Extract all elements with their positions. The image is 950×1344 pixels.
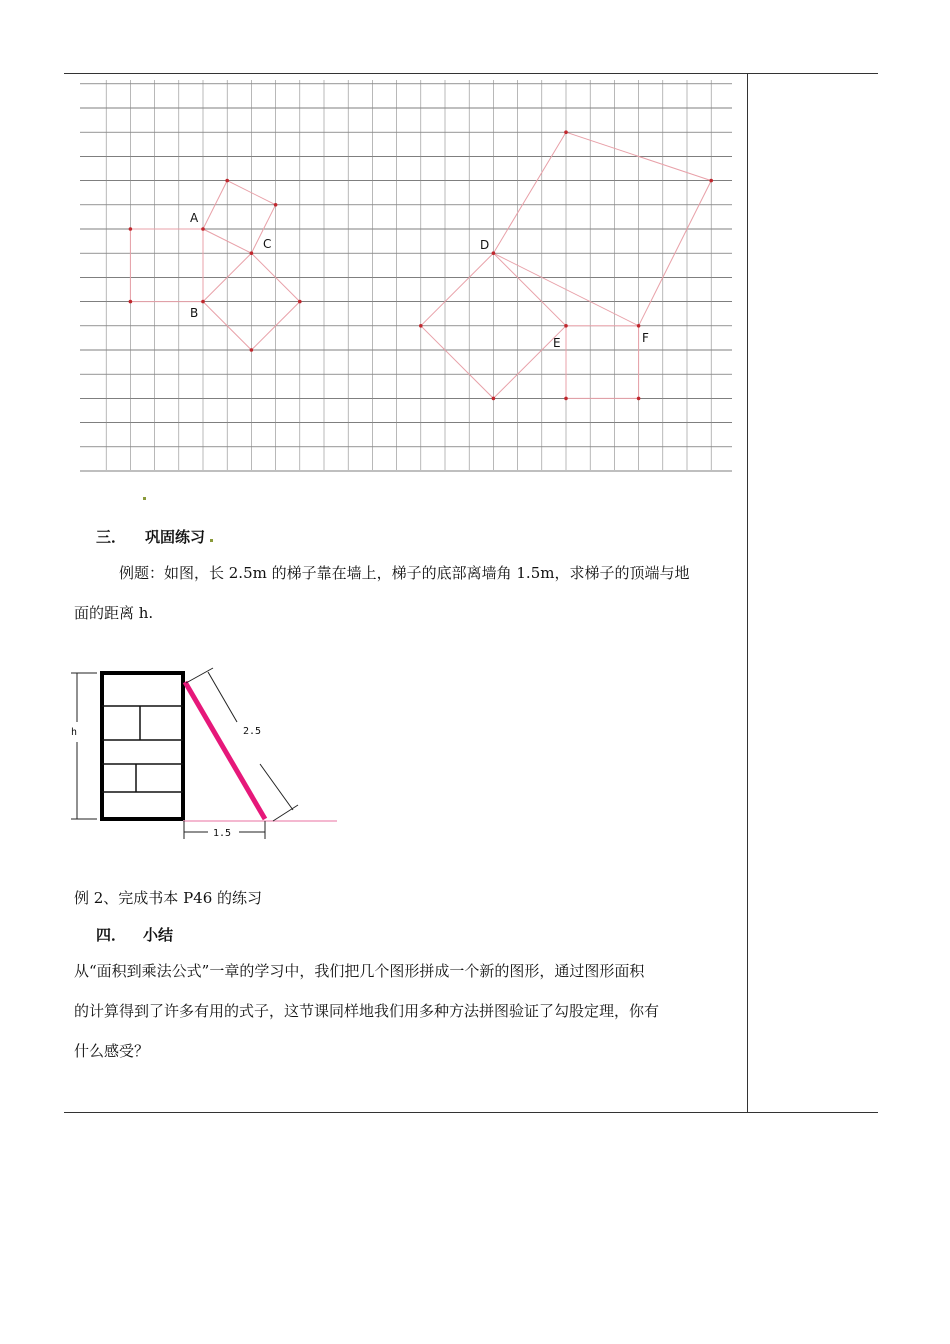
table-column-divider [747, 73, 748, 1113]
wall [102, 673, 183, 819]
figure-point [637, 397, 641, 401]
figure-segment [493, 132, 566, 253]
figure-segment [421, 326, 494, 399]
label-C: C [263, 237, 272, 251]
figure-point [492, 251, 496, 255]
figure-point [564, 130, 568, 134]
ladder-label: 2.5 [243, 726, 262, 737]
example1-line2: 面的距离 h. [74, 604, 154, 622]
ladder [185, 682, 265, 819]
ladder-dim-line-upper [208, 672, 237, 722]
figure-point [419, 324, 423, 328]
section-four-title: 小结 [143, 926, 174, 944]
figure-point [129, 227, 133, 231]
summary-line2: 的计算得到了许多有用的式子，这节课同样地我们用多种方法拼图验证了勾股定理，你有 [74, 1002, 660, 1020]
figure-point [709, 179, 713, 183]
figure-point [129, 300, 133, 304]
ladder-dim-bottom-tick [273, 805, 298, 821]
h-label: h [71, 727, 78, 738]
example2: 例 2、完成书本 P46 的练习 [74, 889, 263, 907]
figure-point [201, 300, 205, 304]
summary-line3: 什么感受？ [74, 1042, 150, 1060]
ladder-dim-top-tick [186, 668, 213, 683]
grid-figure [80, 80, 735, 472]
grid-lines [80, 80, 732, 471]
figure-point [564, 397, 568, 401]
section-four-number: 四． [96, 926, 127, 944]
label-F: F [642, 331, 649, 345]
ladder-figure [65, 664, 345, 844]
figure-point [637, 324, 641, 328]
figure-point [564, 324, 568, 328]
ladder-dim-line-lower [260, 764, 293, 810]
figure-point [492, 397, 496, 401]
figure-point [298, 300, 302, 304]
figure-point [201, 227, 205, 231]
section-three-number: 三． [96, 528, 127, 546]
figure-point [250, 251, 254, 255]
figure-point [225, 179, 229, 183]
label-B: B [190, 306, 199, 320]
figure-point [250, 348, 254, 352]
figure-point [274, 203, 278, 207]
label-A: A [190, 211, 199, 225]
stray-dot [143, 497, 146, 500]
table-top-border [64, 73, 878, 74]
figure-segment [493, 253, 566, 326]
example1-line1: 例题：如图，长 2.5m 的梯子靠在墙上，梯子的底部离墙角 1.5m，求梯子的顶端与地 [119, 564, 690, 582]
section-three-title: 巩固练习 [145, 528, 206, 546]
summary-line1: 从“面积到乘法公式”一章的学习中，我们把几个图形拼成一个新的图形，通过图形面积 [74, 962, 645, 980]
table-bottom-border [64, 1112, 878, 1113]
label-E: E [553, 336, 561, 350]
figure-segment [421, 253, 494, 326]
base-label: 1.5 [213, 828, 232, 839]
stray-dot-2 [210, 539, 213, 542]
label-D: D [480, 238, 490, 252]
